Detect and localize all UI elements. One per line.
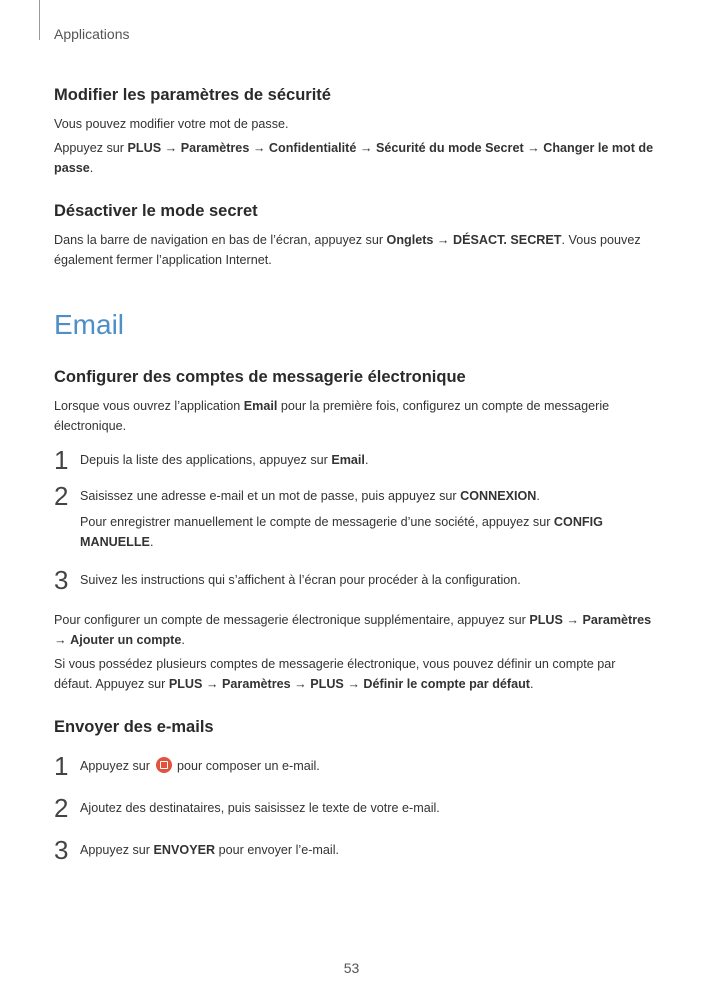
step-number: 3 — [54, 565, 69, 595]
step-number: 2 — [54, 481, 69, 511]
header-rule — [39, 0, 40, 40]
send-step-2 — [54, 793, 654, 823]
step-number: 1 — [54, 445, 69, 475]
paragraph-default-account: Si vous possédez plusieurs comptes de messagerie électronique, vous pouvez définir un compte par défaut. Appuyez sur PLUS → Paramètres → PLUS → Définir le compte par défaut. — [54, 657, 616, 691]
section-heading-security: Modifier les paramètres de sécurité — [54, 86, 331, 104]
step-number: 3 — [54, 835, 69, 865]
step-number: 2 — [54, 793, 69, 823]
section-heading-configure-accounts: Configurer des comptes de messagerie électronique — [54, 368, 466, 386]
config-step-3 — [54, 565, 654, 595]
step-text: Depuis la liste des applications, appuyez sur Email. — [80, 453, 369, 467]
step-text: Ajoutez des destinataires, puis saisissez le texte de votre e-mail. — [80, 801, 440, 815]
running-header: Applications — [54, 26, 130, 42]
paragraph-security-intro: Vous pouvez modifier votre mot de passe. — [54, 117, 289, 131]
page-number: 53 — [343, 960, 360, 976]
paragraph-security-path: Appuyez sur PLUS → Paramètres → Confidentialité → Sécurité du mode Secret → Changer le mot de passe. — [54, 141, 654, 175]
paragraph-configure-intro: Lorsque vous ouvrez l’application Email pour la première fois, configurez un compte de messagerie électronique. — [54, 399, 610, 433]
send-step-3 — [54, 835, 654, 865]
section-heading-send-emails: Envoyer des e-mails — [54, 718, 214, 736]
section-title-email: Email — [54, 309, 125, 340]
page-content — [54, 84, 654, 865]
step-number: 1 — [54, 751, 69, 781]
config-step-2 — [54, 481, 654, 552]
config-step-1 — [54, 445, 654, 475]
section-heading-disable-secret: Désactiver le mode secret — [54, 202, 258, 220]
paragraph-disable-secret: Dans la barre de navigation en bas de l’écran, appuyez sur Onglets → DÉSACT. SECRET. Vous pouvez également fermer l’application Internet. — [54, 233, 641, 267]
step-text: Appuyez sur ENVOYER pour envoyer l’e-mail. — [80, 843, 339, 857]
step-text: Appuyez sur pour composer un e-mail. — [80, 759, 320, 773]
step-text: Suivez les instructions qui s’affichent à l’écran pour procéder à la configuration. — [80, 573, 521, 587]
step-text: Saisissez une adresse e-mail et un mot de passe, puis appuyez sur CONNEXION. — [80, 489, 540, 503]
send-step-1 — [54, 751, 654, 781]
compose-icon — [156, 757, 172, 773]
step-subtext: Pour enregistrer manuellement le compte de messagerie d’une société, appuyez sur CONFIG MANUELLE. — [80, 515, 603, 549]
paragraph-add-account: Pour configurer un compte de messagerie électronique supplémentaire, appuyez sur PLUS → Paramètres → Ajouter un compte. — [54, 613, 652, 647]
